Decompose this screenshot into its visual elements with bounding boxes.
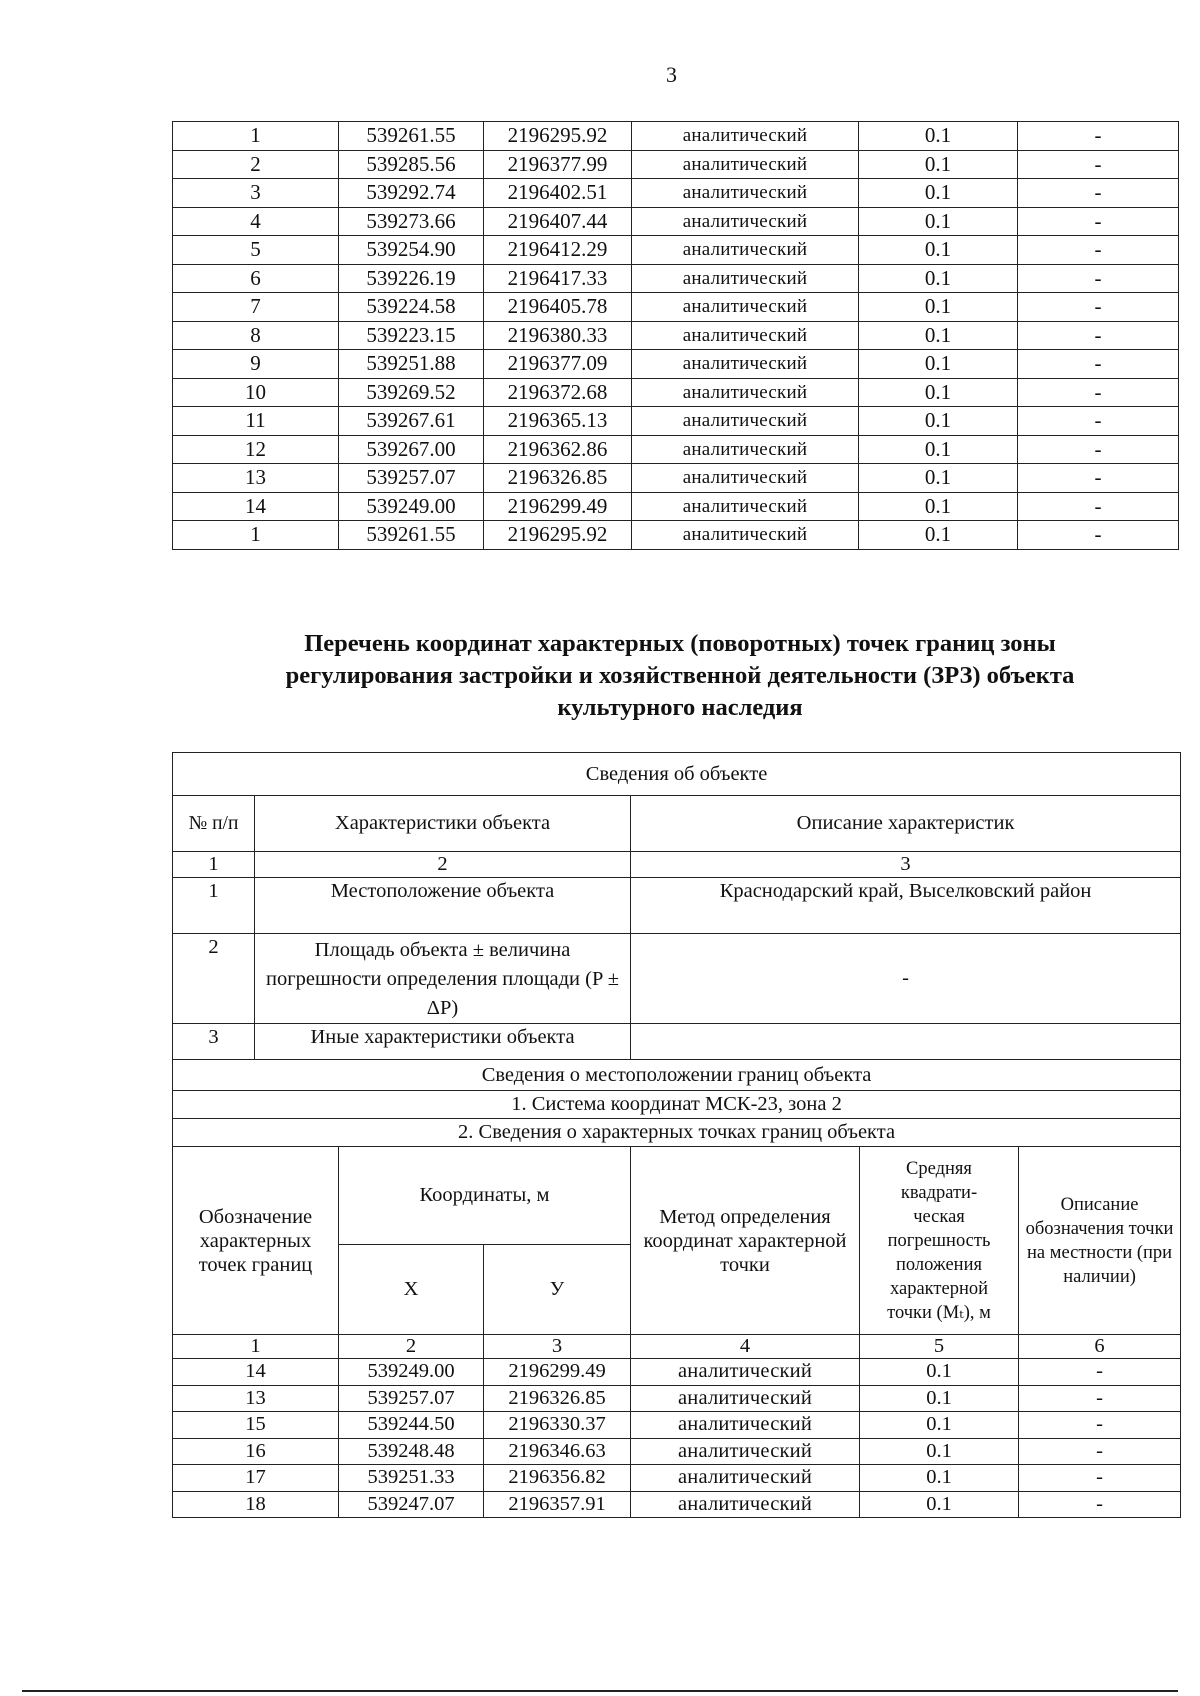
point-description: - <box>1018 264 1179 293</box>
point-description: - <box>1018 407 1179 436</box>
location-section-title: Сведения о местоположении границ объекта <box>173 1060 1181 1091</box>
item-value: - <box>631 934 1181 1024</box>
point-number: 18 <box>173 1491 339 1518</box>
x-coordinate: 539247.07 <box>339 1491 484 1518</box>
page-number: 3 <box>666 62 677 87</box>
x-coordinate: 539248.48 <box>339 1438 484 1465</box>
point-description: - <box>1019 1491 1181 1518</box>
item-number: 2 <box>173 934 255 1024</box>
table-row <box>173 1359 1181 1386</box>
point-description: - <box>1019 1412 1181 1439</box>
method: аналитический <box>632 122 859 151</box>
page-bottom-rule <box>22 1690 1178 1692</box>
x-coordinate: 539261.55 <box>339 521 484 550</box>
method: аналитический <box>632 179 859 208</box>
x-coordinate: 539244.50 <box>339 1412 484 1439</box>
error-value: 0.1 <box>860 1359 1019 1386</box>
point-description: - <box>1018 378 1179 407</box>
point-description: - <box>1019 1359 1181 1386</box>
error-header-line: положения <box>896 1254 982 1275</box>
method: аналитический <box>632 207 859 236</box>
point-number: 3 <box>173 179 339 208</box>
error-header-line: характерной <box>889 1278 989 1299</box>
error-value: 0.1 <box>859 293 1018 322</box>
section-title: Сведения об объекте <box>173 753 1181 796</box>
method: аналитический <box>632 321 859 350</box>
error-value: 0.1 <box>859 435 1018 464</box>
error-value: 0.1 <box>860 1438 1019 1465</box>
error-value: 0.1 <box>859 321 1018 350</box>
point-description: - <box>1018 435 1179 464</box>
error-header-line: Средняя <box>906 1158 972 1179</box>
method: аналитический <box>632 150 859 179</box>
y-coordinate: 2196330.37 <box>484 1412 631 1439</box>
y-coordinate: 2196380.33 <box>484 321 632 350</box>
y-coordinate: 2196402.51 <box>484 179 632 208</box>
table-row <box>173 122 1179 151</box>
point-description-header: Описание обозначения точки на местности (при наличии) <box>1019 1147 1181 1335</box>
item-name: Иные характеристики объекта <box>255 1024 631 1060</box>
error-header-line: точки (Mₜ), м <box>887 1302 991 1323</box>
method: аналитический <box>631 1465 860 1492</box>
error-header-line: погрешность <box>887 1230 991 1251</box>
x-coordinate: 539249.00 <box>339 1359 484 1386</box>
table-row <box>173 407 1179 436</box>
x-coordinate: 539285.56 <box>339 150 484 179</box>
x-coordinate: 539251.33 <box>339 1465 484 1492</box>
error-header-line: ческая <box>913 1206 965 1227</box>
table-row <box>173 1412 1181 1439</box>
y-coordinate: 2196357.91 <box>484 1491 631 1518</box>
index-cell: 2 <box>255 852 631 878</box>
point-number: 10 <box>173 378 339 407</box>
table-row <box>173 293 1179 322</box>
point-number: 13 <box>173 1385 339 1412</box>
point-description: - <box>1019 1385 1181 1412</box>
point-number: 13 <box>173 464 339 493</box>
y-coordinate: 2196372.68 <box>484 378 632 407</box>
point-number: 2 <box>173 150 339 179</box>
point-description: - <box>1018 150 1179 179</box>
x-coordinate: 539224.58 <box>339 293 484 322</box>
point-description: - <box>1018 236 1179 265</box>
point-number: 8 <box>173 321 339 350</box>
table-row <box>173 492 1179 521</box>
heading-line-2: регулирования застройки и хозяйственной деятельности (ЗРЗ) объекта <box>285 662 1075 689</box>
x-coordinate: 539261.55 <box>339 122 484 151</box>
point-number: 4 <box>173 207 339 236</box>
point-number: 5 <box>173 236 339 265</box>
point-description: - <box>1018 350 1179 379</box>
table-row <box>173 435 1179 464</box>
error-header-line: квадрати- <box>900 1182 978 1203</box>
table-row <box>173 150 1179 179</box>
point-number: 1 <box>173 122 339 151</box>
table-row <box>173 521 1179 550</box>
method: аналитический <box>631 1438 860 1465</box>
method: аналитический <box>631 1359 860 1386</box>
object-info-table <box>172 752 1181 1518</box>
index-cell: 3 <box>484 1335 631 1359</box>
y-coordinate: 2196346.63 <box>484 1438 631 1465</box>
point-number: 6 <box>173 264 339 293</box>
y-coordinate: 2196326.85 <box>484 1385 631 1412</box>
table-row <box>173 1385 1181 1412</box>
error-value: 0.1 <box>860 1465 1019 1492</box>
x-coordinate: 539269.52 <box>339 378 484 407</box>
x-coordinate: 539249.00 <box>339 492 484 521</box>
point-number: 15 <box>173 1412 339 1439</box>
point-description: - <box>1018 521 1179 550</box>
index-cell: 5 <box>860 1335 1019 1359</box>
index-cell: 2 <box>339 1335 484 1359</box>
point-description: - <box>1018 122 1179 151</box>
error-value: 0.1 <box>860 1385 1019 1412</box>
point-description: - <box>1019 1438 1181 1465</box>
col-description-header: Описание характеристик <box>631 796 1181 852</box>
item-name: Местоположение объекта <box>255 878 631 934</box>
col-characteristics-header: Характеристики объекта <box>255 796 631 852</box>
point-description: - <box>1018 492 1179 521</box>
method: аналитический <box>632 264 859 293</box>
error-value: 0.1 <box>859 207 1018 236</box>
point-description: - <box>1018 179 1179 208</box>
y-coordinate: 2196365.13 <box>484 407 632 436</box>
table-row <box>173 378 1179 407</box>
table-row <box>173 264 1179 293</box>
table-row <box>173 179 1179 208</box>
method: аналитический <box>632 464 859 493</box>
error-value: 0.1 <box>859 264 1018 293</box>
y-coordinate: 2196299.49 <box>484 492 632 521</box>
table-row <box>173 350 1179 379</box>
point-number: 7 <box>173 293 339 322</box>
error-value: 0.1 <box>859 492 1018 521</box>
point-number: 1 <box>173 521 339 550</box>
y-coordinate: 2196407.44 <box>484 207 632 236</box>
y-coordinate: 2196326.85 <box>484 464 632 493</box>
method: аналитический <box>632 293 859 322</box>
point-number: 14 <box>173 492 339 521</box>
x-coordinate: 539267.00 <box>339 435 484 464</box>
point-designation-header: Обозначение характерных точек границ <box>173 1147 339 1335</box>
table-row <box>173 1465 1181 1492</box>
error-value: 0.1 <box>859 179 1018 208</box>
y-coordinate: 2196362.86 <box>484 435 632 464</box>
x-coordinate: 539257.07 <box>339 464 484 493</box>
coordinates-table-continued <box>172 121 1179 550</box>
method: аналитический <box>632 350 859 379</box>
y-coordinate: 2196356.82 <box>484 1465 631 1492</box>
point-number: 11 <box>173 407 339 436</box>
y-coordinate: 2196417.33 <box>484 264 632 293</box>
x-coordinate: 539267.61 <box>339 407 484 436</box>
point-description: - <box>1018 464 1179 493</box>
index-cell: 3 <box>631 852 1181 878</box>
index-cell: 1 <box>173 852 255 878</box>
item-name: Площадь объекта ± величина погрешности определения площади (P ± ΔP) <box>255 934 631 1024</box>
table-row <box>173 464 1179 493</box>
y-coordinate: 2196377.99 <box>484 150 632 179</box>
error-value: 0.1 <box>859 236 1018 265</box>
table-row <box>173 1491 1181 1518</box>
item-number: 3 <box>173 1024 255 1060</box>
table-row <box>173 321 1179 350</box>
item-value <box>631 1024 1181 1060</box>
error-value: 0.1 <box>859 378 1018 407</box>
y-coordinate: 2196299.49 <box>484 1359 631 1386</box>
method: аналитический <box>632 407 859 436</box>
coordinates-header: Координаты, м <box>339 1147 631 1245</box>
error-value: 0.1 <box>860 1412 1019 1439</box>
method-header: Метод определения координат характерной точки <box>631 1147 860 1335</box>
x-coordinate: 539292.74 <box>339 179 484 208</box>
table-row <box>173 1438 1181 1465</box>
x-header: X <box>339 1245 484 1335</box>
points-section-title: 2. Сведения о характерных точках границ объекта <box>173 1119 1181 1147</box>
index-cell: 6 <box>1019 1335 1181 1359</box>
method: аналитический <box>631 1385 860 1412</box>
method: аналитический <box>632 236 859 265</box>
x-coordinate: 539251.88 <box>339 350 484 379</box>
error-value: 0.1 <box>860 1491 1019 1518</box>
point-number: 17 <box>173 1465 339 1492</box>
method: аналитический <box>631 1412 860 1439</box>
point-number: 9 <box>173 350 339 379</box>
y-coordinate: 2196295.92 <box>484 122 632 151</box>
error-header <box>860 1147 1019 1335</box>
point-number: 14 <box>173 1359 339 1386</box>
section-heading <box>180 628 1180 724</box>
point-description: - <box>1018 207 1179 236</box>
x-coordinate: 539257.07 <box>339 1385 484 1412</box>
error-value: 0.1 <box>859 407 1018 436</box>
method: аналитический <box>631 1491 860 1518</box>
point-number: 12 <box>173 435 339 464</box>
point-description: - <box>1018 293 1179 322</box>
point-number: 16 <box>173 1438 339 1465</box>
item-value: Краснодарский край, Выселковский район <box>631 878 1181 934</box>
col-number-header: № п/п <box>173 796 255 852</box>
x-coordinate: 539223.15 <box>339 321 484 350</box>
error-value: 0.1 <box>859 521 1018 550</box>
y-coordinate: 2196377.09 <box>484 350 632 379</box>
method: аналитический <box>632 378 859 407</box>
y-coordinate: 2196412.29 <box>484 236 632 265</box>
error-value: 0.1 <box>859 464 1018 493</box>
method: аналитический <box>632 435 859 464</box>
index-cell: 4 <box>631 1335 860 1359</box>
error-value: 0.1 <box>859 122 1018 151</box>
table-row <box>173 207 1179 236</box>
error-value: 0.1 <box>859 150 1018 179</box>
coordinate-system: 1. Система координат МСК-23, зона 2 <box>173 1091 1181 1119</box>
x-coordinate: 539254.90 <box>339 236 484 265</box>
heading-line-1: Перечень координат характерных (поворотных) точек границ зоны <box>304 630 1056 657</box>
index-cell: 1 <box>173 1335 339 1359</box>
y-coordinate: 2196405.78 <box>484 293 632 322</box>
x-coordinate: 539273.66 <box>339 207 484 236</box>
heading-line-3: культурного наследия <box>557 694 803 721</box>
y-coordinate: 2196295.92 <box>484 521 632 550</box>
method: аналитический <box>632 521 859 550</box>
table-row <box>173 236 1179 265</box>
method: аналитический <box>632 492 859 521</box>
error-value: 0.1 <box>859 350 1018 379</box>
point-description: - <box>1019 1465 1181 1492</box>
point-description: - <box>1018 321 1179 350</box>
item-number: 1 <box>173 878 255 934</box>
x-coordinate: 539226.19 <box>339 264 484 293</box>
y-header: У <box>484 1245 631 1335</box>
